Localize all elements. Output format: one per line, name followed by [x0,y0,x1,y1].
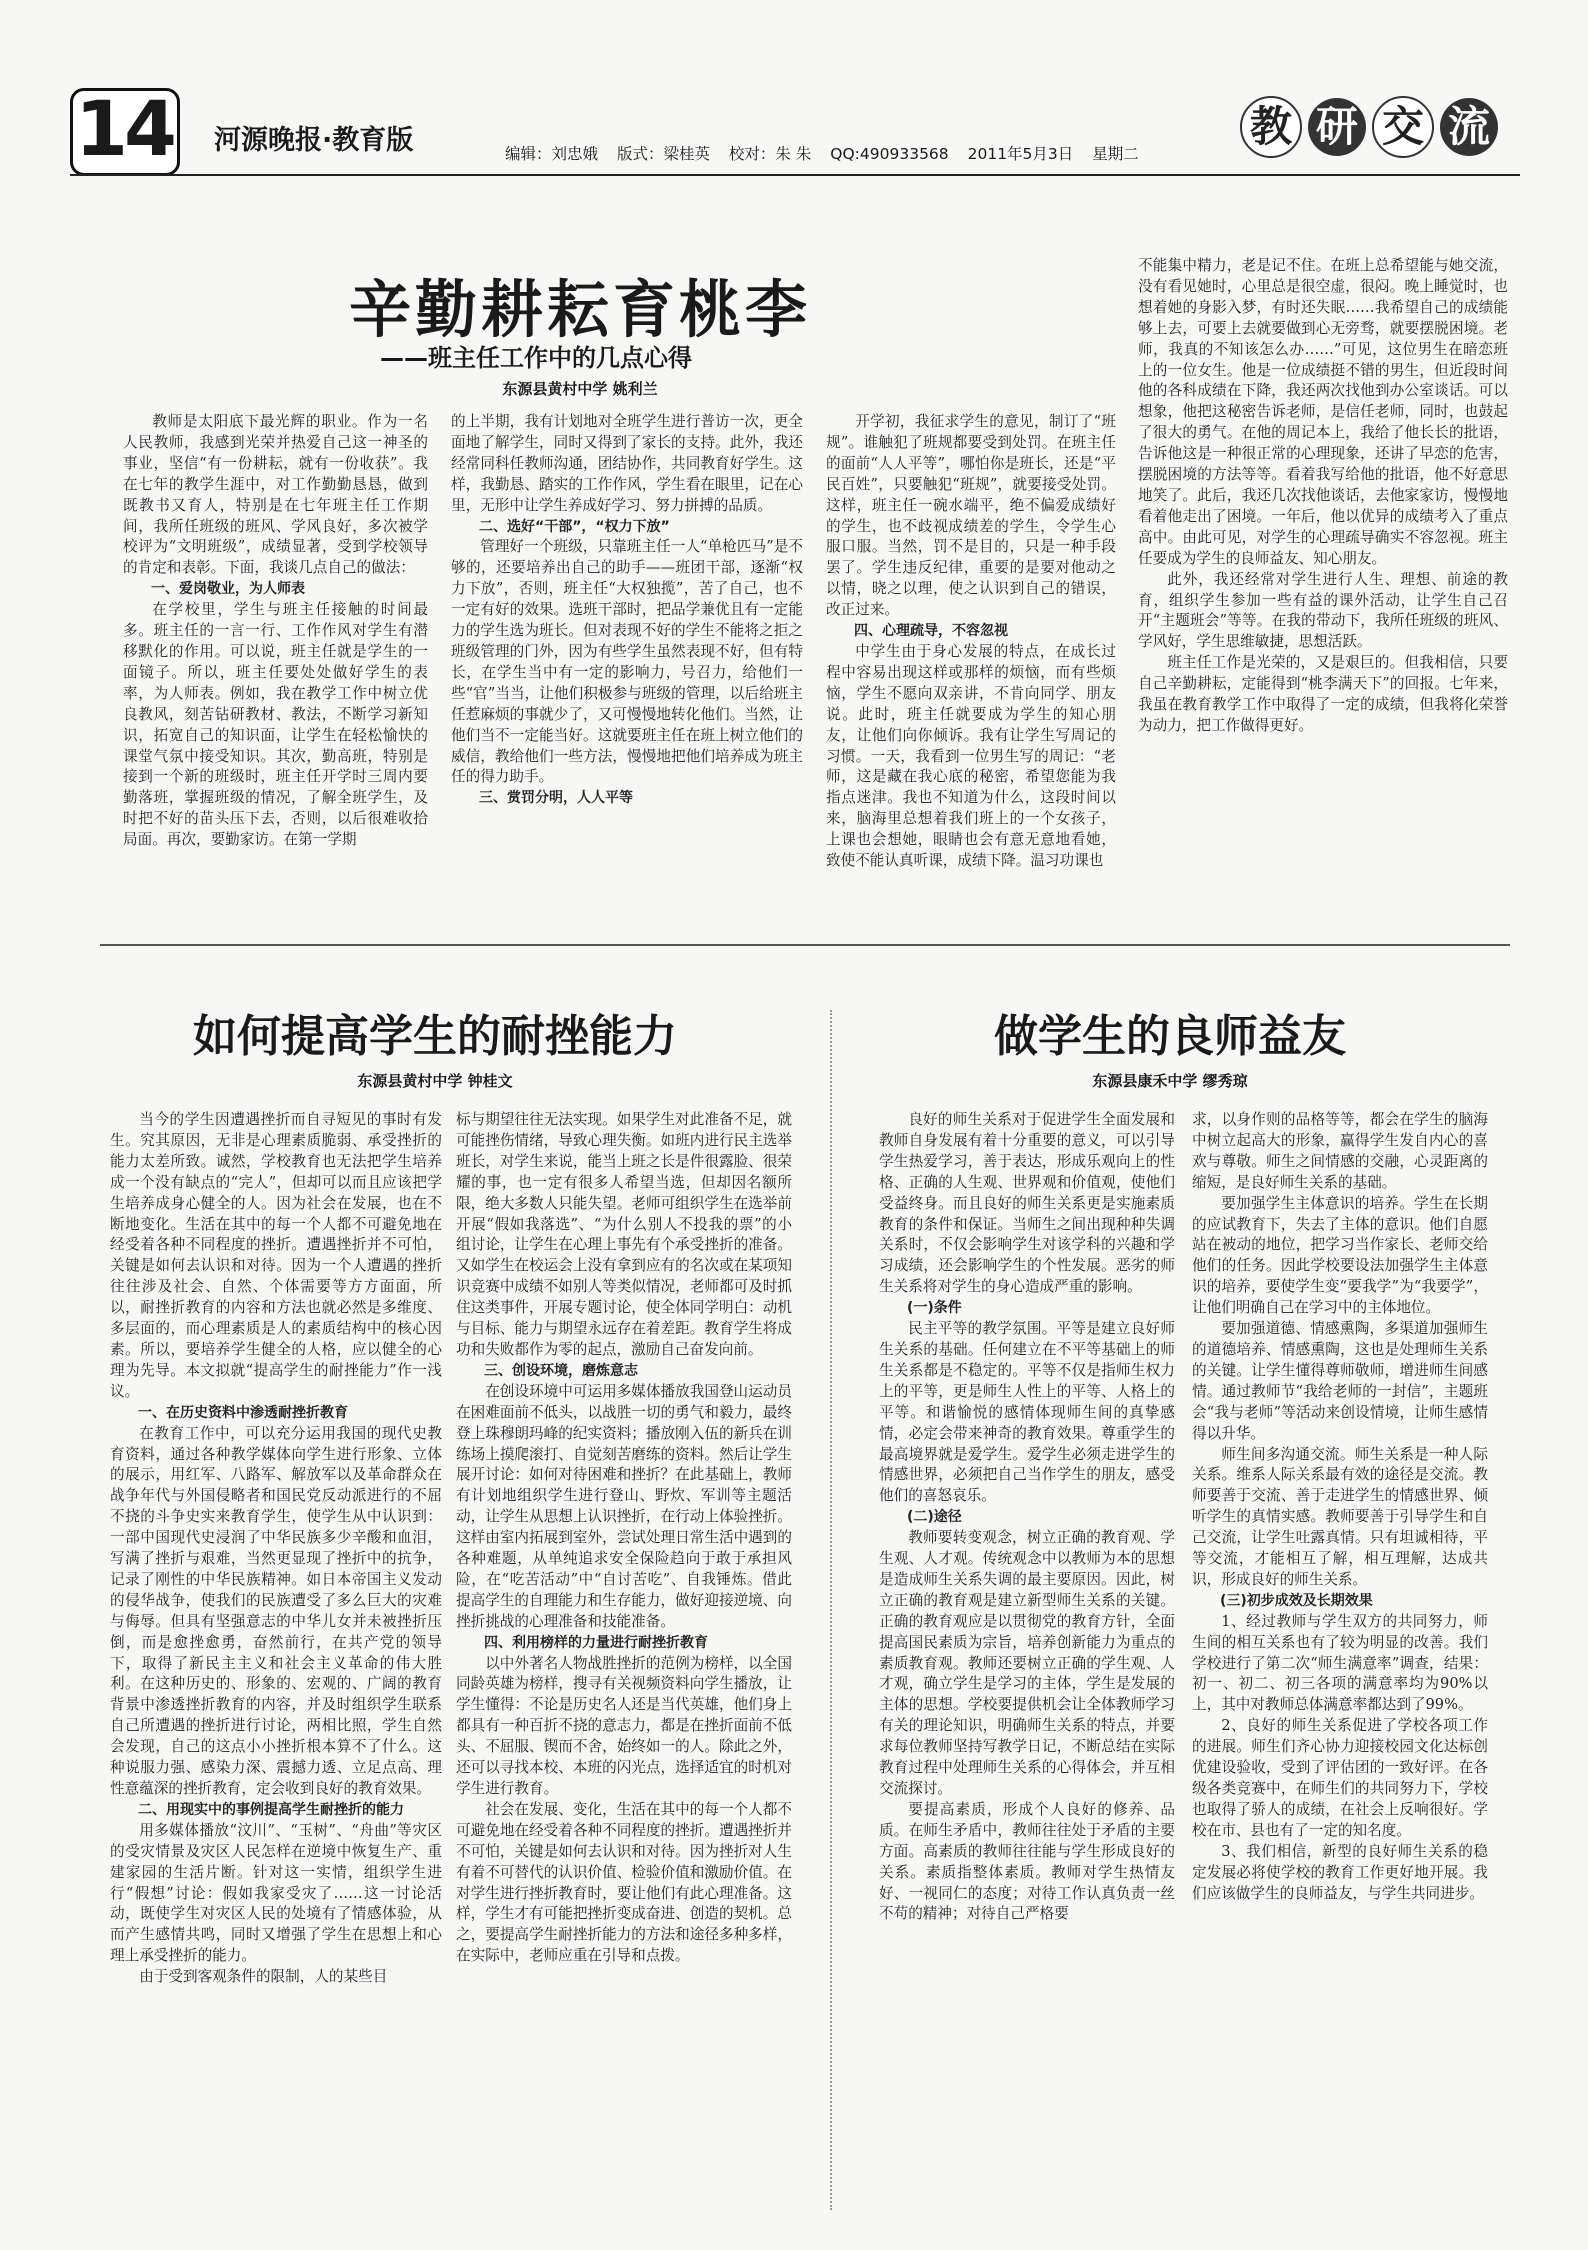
header-rule [70,174,1520,176]
page-number: 14 [75,84,173,173]
edit-info [505,142,1139,164]
article3-byline: 东源县康禾中学 缪秀琼 [1092,1072,1248,1090]
article1-subtitle: ——班主任工作中的几点心得 [380,344,692,372]
qq-number: QQ:490933568 [830,145,949,163]
column-divider [830,1010,832,2210]
column-seal [1240,96,1510,176]
article1-column-2 [451,412,803,809]
article3-title: 做学生的良师益友 [994,1011,1346,1062]
section-heading: 四、心理疏导，不容忽视 [854,623,1008,640]
paragraph: 中学生由于身心发展的特点，在成长过程中容易出现这样或那样的烦恼，而有些烦恼，学生不愿向双亲讲，不肯向同学、朋友说。此时，班主任就要成为学生的知心朋友，让他们向你倾诉。我有让学生写周记的习惯。一天，我看到一位男生写的周记：“老师，这是藏在我心底的秘密，希望您能为我指点迷津。我也不知道为什么，这段时间以来，脑海里总想着我们班上的一个女孩子，上课也会想她，眼睛也会有意无意地看她，致使不能认真听课，成绩下降。温习功课也 [826,642,1116,870]
article1-byline: 东源县黄村中学 姚利兰 [502,380,658,398]
paragraph: 的上半期，我有计划地对全班学生进行普访一次，更全面地了解学生，同时又得到了家长的支持。此外，我还经常同科任教师沟通，团结协作，共同教育好学生。这样，我勤恳、踏实的工作作风，学生看在眼里，记在心里，无形中让学生养成好学习、努力拼搏的品质。 [451,413,803,514]
paragraph: 以中外著名人物战胜挫折的范例为榜样，以全国同龄英雄为榜样，搜寻有关视频资料向学生播放，让学生懂得：不论是历史名人还是当代英雄，他们身上都具有一种百折不挠的意志力，都是在挫折面前不低头、不屈服、锲而不舍，始终如一的人。除此之外，还可以寻找本校、本班的闪光点，选择适宜的时机对学生进行教育。 [456,1654,792,1797]
paragraph: 在学校里，学生与班主任接触的时间最多。班主任的一言一行、工作作风对学生有潜移默化的作用。可以说，班主任就是学生的一面镜子。所以，班主任要处处做好学生的表率，为人师表。例如，我在教学工作中树立优良教风，刻苦钻研教材、教法，不断学习新知识，拓宽自己的知识面，让学生在轻松愉快的课堂气氛中接受知识。其次，勤高班，特别是接到一个新的班级时，班主任开学时三周内要勤落班，掌握班级的情况，了解全班学生，及时把不好的苗头压下去，否则，以后很难收拾局面。再次，要勤家访。在第一学期 [123,601,428,849]
article1-column-4 [1138,256,1508,737]
section-heading: (一)条件 [907,1300,962,1317]
paper-name: 河源晚报·教育版 [214,125,414,156]
section-heading: 三、赏罚分明，人人平等 [479,790,633,807]
article3-column-1 [879,1110,1175,1925]
column-char: 教 [1240,96,1302,158]
paragraph: 在教育工作中，可以充分运用我国的现代史教育资料，通过各种教学媒体向学生进行形象、立体的展示，用红军、八路军、解放军以及革命群众在战争年代与外国侵略者和国民党反动派进行的不屈不挠的斗争史实来教育学生，使学生从中认识到：一部中国现代史浸润了中华民族多少辛酸和血泪，写满了挫折与艰难，当然更显现了挫折中的抗争，记录了刚性的中华民族精神。如日本帝国主义发动的侵华战争，使我们的民族遭受了多么巨大的灾难与侮辱。但具有坚强意志的中华儿女并未被挫折压倒，而是愈挫愈勇，奋然前行，在共产党的领导下，取得了新民主主义和社会主义革命的伟大胜利。在这种历史的、形象的、宏观的、广阔的教育背景中渗透挫折教育的内容，并及时组织学生联系自己所遭遇的挫折进行讨论，两相比照，学生自然会发现，自己的这点小小挫折根本算不了什么。这种说服力强、感染力深、震撼力透、立足点高、理性意蕴深的挫折教育，定会收到良好的教育效果。 [110,1424,442,1797]
editor: 编辑：刘忠娥 [505,145,599,163]
paragraph: 不能集中精力，老是记不住。在班上总希望能与她交流，没有看见她时，心里总是很空虚，很闷。晚上睡觉时，也想着她的身影入梦，有时还失眠……我希望自己的成绩能够上去，可要上去就要做到心无旁骛，就要摆脱困境。老师，我真的不知该怎么办……”可见，这位男生在暗恋班上的一位女生。他是一位成绩挺不错的男生，但近段时间他的各科成绩在下降，我还两次找他到办公室谈话。可以想象，他把这秘密告诉老师，是信任老师，同时，也鼓起了很大的勇气。在他的周记本上，我给了他长长的批语，告诉他这是一种很正常的心理现象，还讲了早恋的危害，摆脱困境的方法等等。看着我写给他的批语，他不好意思地笑了。此后，我还几次找他谈话，去他家家访，慢慢地看着他走出了困境。一年后，他以优异的成绩考入了重点高中。由此可见，对学生的心理疏导确实不容忽视。班主任要成为学生的良师益友、知心朋友。 [1138,257,1508,567]
section-heading: 二、选好“干部”，“权力下放” [479,518,670,535]
section-heading: 一、在历史资料中渗透耐挫折教育 [138,1404,348,1421]
paragraph: 社会在发展、变化，生活在其中的每一个人都不可避免地在经受着各种不同程度的挫折。遭遇挫折并不可怕，关键是如何去认识和对待。因为挫折对人生有着不可替代的认识价值、检验价值和激励价值。在对学生进行挫折教育时，要让他们有此心理准备。这样，学生才有可能把挫折变成奋进、创造的契机。总之，要提高学生耐挫折能力的方法和途径多种多样，在实际中，老师应重在引导和点拨。 [456,1800,792,1965]
issue-weekday: 星期二 [1092,145,1139,163]
section-heading: (三)初步成效及长期效果 [1220,1592,1373,1609]
paragraph: 要加强道德、情感熏陶，多渠道加强师生的道德培养、情感熏陶，这也是处理师生关系的关键。让学生懂得尊师敬师，增进师生间感情。通过教师节“我给老师的一封信”，主题班会“我与老师”等活动来创设情境，让师生感情得以升华。 [1192,1320,1488,1442]
section-heading: (二)途径 [907,1509,962,1526]
column-char: 交 [1372,96,1434,158]
section-heading: 三、创设环境，磨炼意志 [484,1362,638,1379]
article2-byline: 东源县黄村中学 钟桂文 [357,1072,513,1090]
section-heading: 一、爱岗敬业，为人师表 [151,581,305,598]
paragraph: 要加强学生主体意识的培养。学生在长期的应试教育下，失去了主体的意识。他们自愿站在被动的地位，把学习当作家长、老师交给他们的任务。因此学校要设法加强学生主体意识的培养，要使学生变“要我学”为“我要学”，让他们明确自己在学习中的主体地位。 [1192,1194,1488,1317]
paragraph: 师生间多沟通交流。师生关系是一种人际关系。维系人际关系最有效的途径是交流。教师要善于交流、善于走进学生的情感世界、倾听学生的真情实感。教师要善于引导学生和自己交流，让学生吐露真情。只有坦诚相待，平等交流，才能相互了解，相互理解，达成共识，形成良好的师生关系。 [1192,1445,1488,1588]
article1-title: 辛勤耕耘育桃李 [348,273,811,346]
designer: 版式：梁桂英 [616,145,710,163]
paragraph: 3、我们相信，新型的良好师生关系的稳定发展必将使学校的教育工作更好地开展。我们应该做学生的良师益友，与学生共同进步。 [1192,1842,1488,1902]
article2-column-1 [110,1110,442,1988]
paragraph: 开学初，我征求学生的意见，制订了“班规”。谁触犯了班规都要受到处罚。在班主任的面前“人人平等”，哪怕你是班长，还是“平民百姓”，只要触犯“班规”，就要接受处罚。这样，班主任一碗水端平，绝不偏爱成绩好的学生，也不歧视成绩差的学生，令学生心服口服。当然，罚不是目的，只是一种手段罢了。学生违反纪律，重要的是要对他动之以情，晓之以理，使之认识到自己的错误，改正过来。 [826,413,1116,619]
paragraph: 要提高素质，形成个人良好的修养、品质。在师生矛盾中，教师往往处于矛盾的主要方面。高素质的教师往往能与学生形成良好的关系。素质指整体素质。教师对学生热情友好、一视同仁的态度；对待工作认真负责一丝不苟的精神；对待自己严格要 [879,1800,1175,1923]
section-heading: 二、用现实中的事例提高学生耐挫折的能力 [138,1801,404,1818]
paragraph: 民主平等的教学氛围。平等是建立良好师生关系的基础。任何建立在不平等基础上的师生关系都是不稳定的。平等不仅是指师生权力上的平等，更是师生人性上的平等、人格上的平等。和谐愉悦的感情体现师生间的真挚感情，必定会带来神奇的教育效果。尊重学生的最高境界就是爱学生。爱学生必须走进学生的情感世界，必须把自己当作学生的朋友，感受他们的喜怒哀乐。 [879,1320,1175,1505]
paragraph: 1、经过教师与学生双方的共同努力，师生间的相互关系也有了较为明显的改善。我们学校进行了第二次“师生满意率”调查，结果：初一、初二、初三各项的满意率均为90%以上，其中对教师总体满意率都达到了99%。 [1192,1612,1488,1714]
paragraph: 教师要转变观念，树立正确的教育观、学生观、人才观。传统观念中以教师为本的思想是造成师生关系失调的最主要原因。因此，树立正确的教育观是建立新型师生关系的关键。正确的教育观应是以贯彻党的教育方针，全面提高国民素质为宗旨，培养创新能力为重点的素质教育观。教师还要树立正确的学生观、人才观，确立学生是学习的主体，学生是发展的主体的思想。学校要提供机会让全体教师学习有关的理论知识，明确师生关系的特点，并要求每位教师坚持写教学日记，不断总结在实际教育过程中处理师生关系的心得体会，并互相交流探讨。 [879,1529,1175,1797]
column-char: 流 [1440,98,1498,156]
article2-title: 如何提高学生的耐挫能力 [193,1011,677,1062]
article2-column-2 [456,1110,792,1967]
paragraph: 教师是太阳底下最光辉的职业。作为一名人民教师，我感到光荣并热爱自己这一神圣的事业，坚信“有一份耕耘，就有一份收获”。我在七年的教学生涯中，对工作勤勤恳恳，做到既教书又育人，特别是在七年班主任工作期间，我所任班级的班风、学风良好，多次被学校评为“文明班级”，成绩显著，受到学校领导的肯定和表彰。下面，我谈几点自己的做法： [123,413,428,577]
article1-column-1 [123,412,428,851]
paragraph: 求，以身作则的品格等等，都会在学生的脑海中树立起高大的形象，赢得学生发自内心的喜欢与尊敬。师生之间情感的交融，心灵距离的缩短，是良好师生关系的基础。 [1192,1111,1488,1191]
section-heading: 四、利用榜样的力量进行耐挫折教育 [484,1634,708,1651]
article1-column-3 [826,412,1116,872]
paragraph: 在创设环境中可运用多媒体播放我国登山运动员在困难面前不低头，以战胜一切的勇气和毅力，最终登上珠穆朗玛峰的纪实资料；播放刚入伍的新兵在训练场上摸爬滚打、自觉刻苦磨练的资料。然后让学生展开讨论：如何对待困难和挫折？在此基础上，教师有计划地组织学生进行登山、野炊、军训等主题活动，让学生从思想上认识挫折，在行动上体验挫折。这样由室内拓展到室外，尝试处理日常生活中遇到的各种难题，从单纯追求安全保险趋向于敢于承担风险，在“吃苦活动”中“自讨苦吃”、自我锤炼。借此提高学生的自理能力和生存能力，做好迎接逆境、向挫折挑战的心理准备和技能准备。 [456,1382,792,1630]
paragraph: 班主任工作是光荣的，又是艰巨的。但我相信，只要自己辛勤耕耘，定能得到“桃李满天下”的回报。七年来，我虽在教育教学工作中取得了一定的成绩，但我将化荣誉为动力，把工作做得更好。 [1138,654,1508,734]
paragraph: 管理好一个班级，只靠班主任一人“单枪匹马”是不够的，还要培养出自己的助手——班团干部，逐渐“权力下放”，否则，班主任“大权独揽”，苦了自己，也不一定有好的效果。选班干部时，把品学兼优且有一定能力的学生选为班长。但对表现不好的学生不能将之拒之班级管理的门外，因为有些学生虽然表现不好，但有特长，在学生当中有一定的影响力，号召力，给他们一些“官”当当，让他们积极参与班级的管理，以后给班主任惹麻烦的事就少了，又可慢慢地转化他们。当然，让他们当不一定能当好。这就要班主任在班上树立他们的威信，教给他们一些方法，慢慢地把他们培养成为班主任的得力助手。 [451,538,803,786]
article3-column-2 [1192,1110,1488,1904]
paragraph: 2、良好的师生关系促进了学校各项工作的进展。师生们齐心协力迎接校园文化达标创优建设验收，受到了评估团的一致好评。在各级各类竞赛中，在师生们的共同努力下，学校也取得了骄人的成绩，在社会上反响很好。学校在市、县也有了一定的知名度。 [1192,1717,1488,1839]
section-divider [100,944,1510,946]
proofreader: 校对：朱 朱 [728,145,812,163]
paragraph: 用多媒体播放“汶川”、“玉树”、“舟曲”等灾区的受灾情景及灾区人民怎样在逆境中恢复生产、重建家园的生活片断。针对这一实情，组织学生进行“假想”讨论：假如我家受灾了……这一讨论活动，既使学生对灾区人民的处境有了情感体验，从而产生感情共鸣，同时又增强了学生在思想上和心理上承受挫折的能力。 [110,1821,442,1965]
paragraph: 由于受到客观条件的限制，人的某些目 [139,1968,388,1986]
issue-date: 2011年5月3日 [967,145,1074,163]
paragraph: 良好的师生关系对于促进学生全面发展和教师自身发展有着十分重要的意义，可以引导学生热爱学习，善于表达，形成乐观向上的性格、正确的人生观、世界观和价值观，使他们受益终身。而且良好的师生关系更是实施素质教育的条件和保证。当师生之间出现种种失调关系时，不仅会影响学生对该学科的兴趣和学习成绩，还会影响学生的个性发展。恶劣的师生关系将对学生的身心造成严重的影响。 [879,1111,1175,1296]
paragraph: 当今的学生因遭遇挫折而自寻短见的事时有发生。究其原因，无非是心理素质脆弱、承受挫折的能力太差所致。诚然，学校教育也无法把学生培养成一个没有缺点的“完人”，但却可以而且应该把学生培养成身心健全的人。因为社会在发展，也在不断地变化。生活在其中的每一个人都不可避免地在经受着各种不同程度的挫折。遭遇挫折并不可怕，关键是如何去认识和对待。因为一个人遭遇的挫折往往涉及社会、自然、个体需要等方方面面，所以，耐挫折教育的内容和方法也就必然是多维度、多层面的，而心理素质是人的素质结构中的核心因素。所以，要培养学生健全的人格，应以健全的心理为先导。本文拟就“提高学生的耐挫能力”作一浅议。 [110,1111,442,1400]
paragraph: 标与期望往往无法实现。如果学生对此准备不足，就可能挫伤情绪，导致心理失衡。如班内进行民主选举班长，对学生来说，能当上班之长是件很露脸、很荣耀的事，也一定有很多人希望当选，但却因名额所限，绝大多数人只能失望。老师可组织学生在选举前开展“假如我落选”、“为什么别人不投我的票”的小组讨论，让学生在心理上事先有个承受挫折的准备。又如学生在校运会上没有拿到应有的名次或在某项知识竞赛中成绩不如别人等类似情况，老师都可及时抓住这类事件，开展专题讨论，使全体同学明白：动机与目标、能力与期望永远存在着差距。教育学生将成功和失败都作为零的起点，激励自己奋发向前。 [456,1111,792,1358]
paragraph: 此外，我还经常对学生进行人生、理想、前途的教育，组织学生参加一些有益的课外活动，让学生自己召开“主题班会”等等。在我的带动下，我所任班级的班风、学风好，学生思维敏捷，思想活跃。 [1138,570,1508,651]
column-char: 研 [1308,98,1366,156]
